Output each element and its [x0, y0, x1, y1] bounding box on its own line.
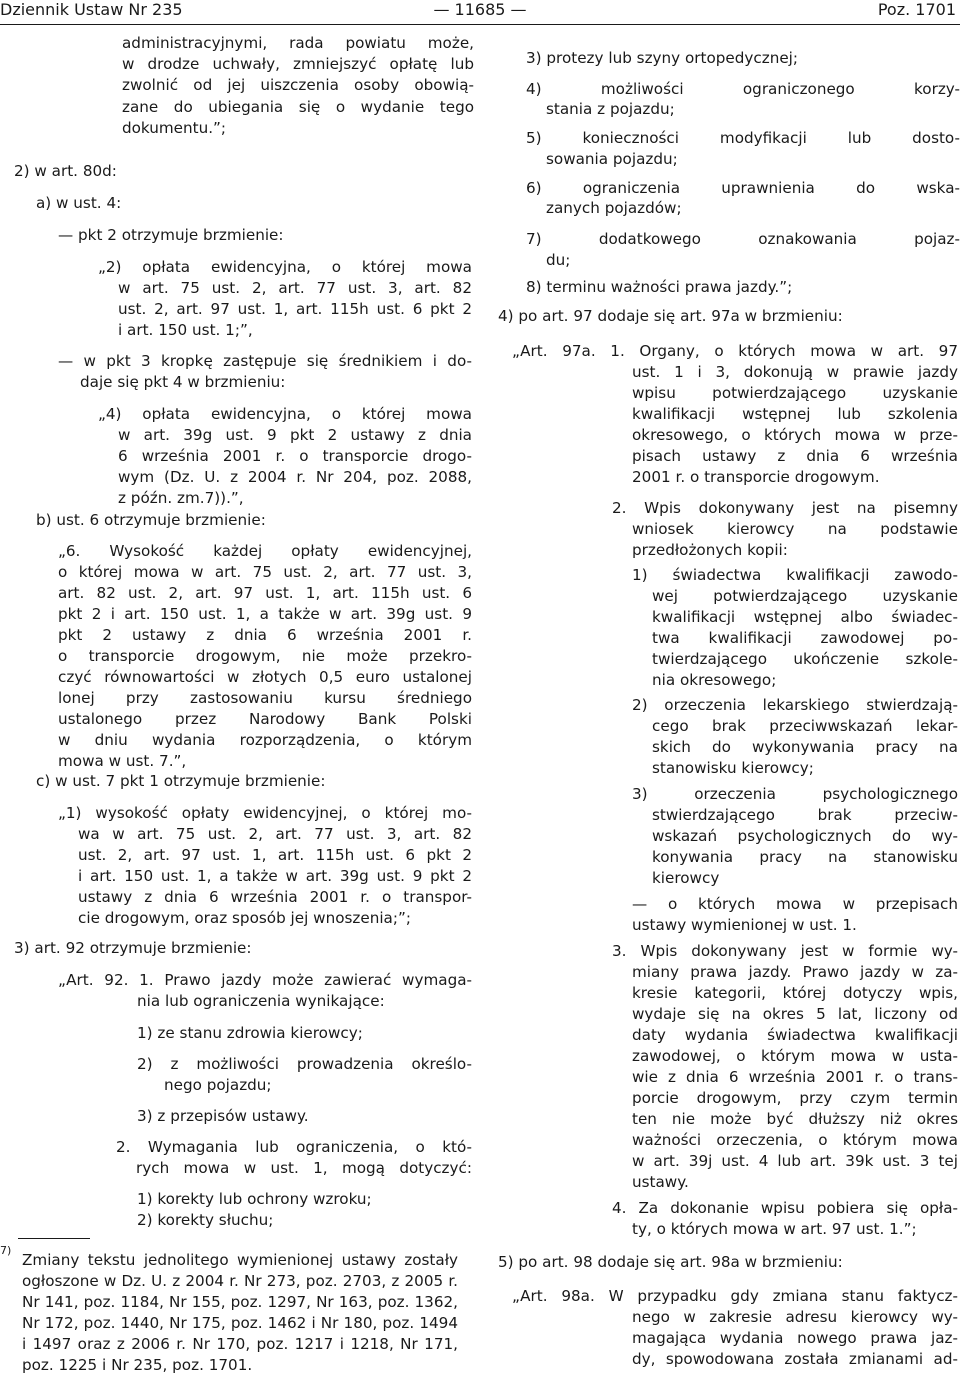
left-column-line: 3) art. 92 otrzymuje brzmienie: [14, 939, 252, 957]
left-column-line: „2) opłata ewidencyjna, o której mowa [98, 258, 472, 276]
right-column-line: twa kwalifikacji zawodowej po- [652, 629, 958, 647]
right-column-line: stania z pojazdu; [546, 100, 675, 118]
left-column-line: „6. Wysokość każdej opłaty ewidencyjnej, [58, 542, 472, 560]
right-column-line: ważności orzeczenia, o którym mowa [632, 1131, 958, 1149]
page-header [0, 0, 960, 20]
right-column-line: magająca wydania nowego prawa jaz- [632, 1329, 958, 1347]
right-column-line: 5) konieczności modyfikacji lub dosto- [526, 129, 960, 147]
left-column-line: lonej przy zastosowaniu kursu średniego [58, 689, 472, 707]
left-column-line: w dniu wydania rozporządzenia, o którym [58, 731, 472, 749]
right-column-line: 6) ograniczenia uprawnienia do wska- [526, 179, 960, 197]
right-column-line: miany prawa jazdy. Prawo jazdy w za- [632, 963, 958, 981]
left-column-line: „1) wysokość opłaty ewidencyjnej, o której mo- [58, 804, 472, 822]
left-column-line: o transporcie drogowym, nie może przekro- [58, 647, 472, 665]
right-column-line: 8) terminu ważności prawa jazdy.”; [526, 278, 793, 296]
left-column-line: o której mowa w art. 75 ust. 2, art. 77 ust. 3, [58, 563, 472, 581]
right-column-line: skich do wykonywania pracy na [652, 738, 958, 756]
left-column-line: 2. Wymagania lub ograniczenia, o któ- [116, 1138, 472, 1156]
left-column-line: cie drogowym, oraz sposób jej wnoszenia;”; [78, 909, 411, 927]
right-column-line: du; [546, 251, 571, 269]
left-column-line: daje się pkt 4 w brzmieniu: [80, 373, 286, 391]
right-column-line: w art. 39j ust. 4 lub art. 39k ust. 3 tej [632, 1152, 958, 1170]
right-column-line: konywania pracy na stanowisku [652, 848, 958, 866]
footnote-line: Nr 141, poz. 1184, Nr 155, poz. 1297, Nr 163, poz. 1362, [22, 1293, 458, 1311]
right-column-line: kresie kategorii, której dotyczy wpis, [632, 984, 958, 1002]
right-column-line: nego w zakresie adresu kierowcy wy- [632, 1308, 958, 1326]
right-column-line: ty, o których mowa w art. 97 ust. 1.”; [632, 1220, 917, 1238]
right-column-line: wej potwierdzającego uzyskanie [652, 587, 958, 605]
right-column-line: 5) po art. 98 dodaje się art. 98a w brzmieniu: [498, 1253, 843, 1271]
right-column-line: daty wydania świadectwa kwalifikacji [632, 1026, 958, 1044]
header-rule [0, 24, 960, 25]
left-column-line: 2) w art. 80d: [14, 162, 117, 180]
right-column-line: stanowisku kierowcy; [652, 759, 814, 777]
footnote-line: i 1497 oraz z 2006 r. Nr 170, poz. 1217 i 1218, Nr 171, [22, 1335, 458, 1353]
left-column-line: 2) z możliwości prowadzenia określo- [137, 1055, 472, 1073]
right-column-line: wpisu potwierdzającego uzyskanie [632, 384, 958, 402]
right-column-line: kwalifikacji wstępnej lub szkolenia [632, 405, 958, 423]
right-column-line: dy, spowodowana została zmianami ad- [632, 1350, 958, 1368]
left-column-line: ustalonego przez Narodowy Bank Polski [58, 710, 472, 728]
left-column-line: „4) opłata ewidencyjna, o której mowa [98, 405, 472, 423]
right-column-line: 4) możliwości ograniczonego korzy- [526, 80, 960, 98]
right-column-line: sowania pojazdu; [546, 150, 678, 168]
left-column-line: zwolnić od jej uiszczenia osoby obowią- [122, 76, 474, 94]
right-column-line: kwalifikacji wstępnej albo świadec- [652, 608, 958, 626]
left-column-line: 3) z przepisów ustawy. [137, 1107, 309, 1125]
position-number: Poz. 1701 [877, 0, 956, 19]
left-column-line: czyć równowartości w złotych 0,5 euro ustalonej [58, 668, 472, 686]
left-column-line: 1) korekty lub ochrony wzroku; [137, 1190, 372, 1208]
left-column-line: wym (Dz. U. z 2004 r. Nr 204, poz. 2088, [118, 468, 472, 486]
left-column-line: 6 września 2001 r. o transporcie drogo- [118, 447, 472, 465]
footnote-line: Zmiany tekstu jednolitego wymienionej ustawy zostały [22, 1251, 458, 1269]
left-column-line: wa w art. 75 ust. 2, art. 77 ust. 3, art. 82 [78, 825, 472, 843]
left-column-line: — w pkt 3 kropkę zastępuje się średnikiem i do- [58, 352, 472, 370]
left-column-line: administracyjnymi, rada powiatu może, [122, 34, 474, 52]
footnote-line: poz. 1225 i Nr 235, poz. 1701. [22, 1356, 253, 1374]
right-column-line: wskazań psychologicznych do wy- [652, 827, 958, 845]
right-column-line: okresowego, o których mowa w prze- [632, 426, 958, 444]
right-column-line: ust. 1 i 3, dokonują w prawie jazdy [632, 363, 958, 381]
right-column-line: wniosek kierowcy na podstawie [632, 520, 958, 538]
left-column-line: ustawy z dnia 6 września 2001 r. o transpor- [78, 888, 472, 906]
right-column-line: ustawy. [632, 1173, 689, 1191]
right-column-line: 1) świadectwa kwalifikacji zawodo- [632, 566, 958, 584]
left-column-line: w drodze uchwały, zmniejszyć opłatę lub [122, 55, 474, 73]
left-column-line: mowa w ust. 7.”, [58, 752, 187, 770]
right-column-line: ten nie może być dłuższy niż okres [632, 1110, 958, 1128]
right-column-line: — o których mowa w przepisach [632, 895, 958, 913]
footnote-line: ogłoszone w Dz. U. z 2004 r. Nr 273, poz. 2703, z 2005 r. [22, 1272, 458, 1290]
left-column-line: c) w ust. 7 pkt 1 otrzymuje brzmienie: [36, 772, 326, 790]
right-column-line: nia okresowego; [652, 671, 777, 689]
left-column-line: nia lub ograniczenia wynikające: [137, 992, 385, 1010]
right-column-line: wydaje się na okres 5 lat, liczony od [632, 1005, 958, 1023]
right-column-line: wie z dnia 6 września 2001 r. o trans- [632, 1068, 958, 1086]
left-column-line: 2) korekty słuchu; [137, 1211, 274, 1229]
left-column-line: w art. 39g ust. 9 pkt 2 ustawy z dnia [118, 426, 472, 444]
right-column-line: ustawy wymienionej w ust. 1. [632, 916, 857, 934]
left-column-line: b) ust. 6 otrzymuje brzmienie: [36, 511, 266, 529]
right-column-line: 2. Wpis dokonywany jest na pisemny [612, 499, 958, 517]
right-column-line: porcie drogowym, przy czym termin [632, 1089, 958, 1107]
left-column-line: pkt 2 ustawy z dnia 6 września 2001 r. [58, 626, 472, 644]
left-column-line: rych mowa w ust. 1, mogą dotyczyć: [136, 1159, 472, 1177]
left-column-line: — pkt 2 otrzymuje brzmienie: [58, 226, 284, 244]
footnote-rule [18, 1238, 90, 1239]
right-column-line: stwierdzającego brak przeciw- [652, 806, 958, 824]
left-column-line: z późn. zm.7)).”, [118, 489, 244, 507]
right-column-line: 4. Za dokonanie wpisu pobiera się opła- [612, 1199, 958, 1217]
right-column-line: 2001 r. o transporcie drogowym. [632, 468, 880, 486]
left-column-line: a) w ust. 4: [36, 194, 122, 212]
left-column-line: i art. 150 ust. 1;”, [118, 321, 253, 339]
left-column-line: 1) ze stanu zdrowia kierowcy; [137, 1024, 363, 1042]
left-column-line: ust. 2, art. 97 ust. 1, art. 115h ust. 6 pkt 2 [78, 846, 472, 864]
right-column-line: przedłożonych kopii: [632, 541, 788, 559]
left-column-line: dokumentu.”; [122, 119, 227, 137]
left-column-line: w art. 75 ust. 2, art. 77 ust. 3, art. 82 [118, 279, 472, 297]
left-column-line: pkt 2 i art. 150 ust. 1, a także w art. 39g ust. 9 [58, 605, 472, 623]
page-number: — 11685 — [433, 0, 527, 19]
footnote-marker: 7) [0, 1244, 12, 1257]
right-column-line: 3. Wpis dokonywany jest w formie wy- [612, 942, 958, 960]
right-column-line: zanych pojazdów; [546, 199, 682, 217]
right-column-line: 4) po art. 97 dodaje się art. 97a w brzmieniu: [498, 307, 843, 325]
right-column-line: pisach ustawy z dnia 6 września [632, 447, 958, 465]
left-column-line: „Art. 92. 1. Prawo jazdy może zawierać wymaga- [58, 971, 472, 989]
left-column-line: i art. 150 ust. 1, a także w art. 39g ust. 9 pkt 2 [78, 867, 472, 885]
left-column-line: art. 82 ust. 2, art. 97 ust. 1, art. 115h ust. 6 [58, 584, 472, 602]
left-column-line: zane do ubiegania się o wydanie tego [122, 98, 474, 116]
right-column-line: 3) orzeczenia psychologicznego [632, 785, 958, 803]
right-column-line: 3) protezy lub szyny ortopedycznej; [526, 49, 798, 67]
right-column-line: cego brak przeciwwskazań lekar- [652, 717, 958, 735]
right-column-line: 2) orzeczenia lekarskiego stwierdzają- [632, 696, 958, 714]
right-column-line: „Art. 98a. W przypadku gdy zmiana stanu faktycz- [512, 1287, 958, 1305]
right-column-line: 7) dodatkowego oznakowania pojaz- [526, 230, 960, 248]
left-column-line: ust. 2, art. 97 ust. 1, art. 115h ust. 6 pkt 2 [118, 300, 472, 318]
journal-title: Dziennik Ustaw Nr 235 [0, 0, 183, 19]
right-column-line: twierdzającego ukończenie szkole- [652, 650, 958, 668]
right-column-line: kierowcy [652, 869, 720, 887]
right-column-line: „Art. 97a. 1. Organy, o których mowa w art. 97 [512, 342, 958, 360]
right-column-line: zawodowej, o którym mowa w usta- [632, 1047, 958, 1065]
left-column-line: nego pojazdu; [164, 1076, 272, 1094]
footnote-line: Nr 172, poz. 1440, Nr 175, poz. 1462 i Nr 180, poz. 1494 [22, 1314, 458, 1332]
